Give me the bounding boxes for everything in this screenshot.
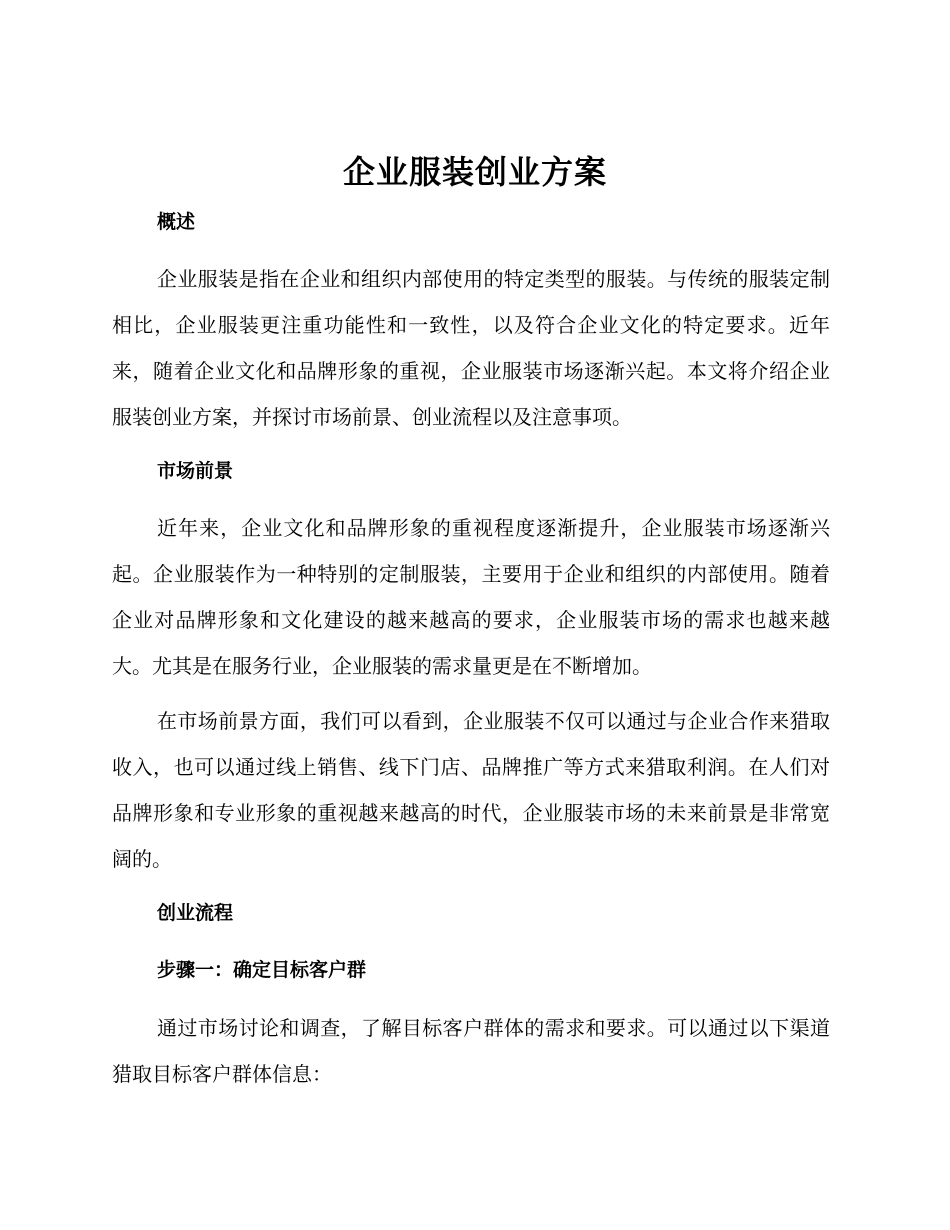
step-heading-1: 步骤一：确定目标客户群 (157, 959, 367, 981)
paragraph-market-1: 近年来，企业文化和品牌形象的重视程度逐渐提升，企业服装市场逐渐兴起。企业服装作为一种特别的定制服装，主要用于企业和组织的内部使用。随着企业对品牌形象和文化建设的越来越高的要求，企业服装市场的需求也越来越大。尤其是在服务行业，企业服装的需求量更是在不断增加。 (112, 516, 830, 678)
section-heading-overview: 概述 (157, 211, 196, 233)
section-heading-market: 市场前景 (157, 460, 234, 482)
document-title: 企业服装创业方案 (342, 153, 607, 191)
paragraph-market-2: 在市场前景方面，我们可以看到，企业服装不仅可以通过与企业合作来猎取收入，也可以通过线上销售、线下门店、品牌推广等方式来猎取利润。在人们对品牌形象和专业形象的重视越来越高的时代，企业服装市场的未来前景是非常宽阔的。 (112, 709, 830, 871)
section-heading-process: 创业流程 (157, 902, 234, 924)
paragraph-overview: 企业服装是指在企业和组织内部使用的特定类型的服装。与传统的服装定制相比，企业服装更注重功能性和一致性，以及符合企业文化的特定要求。近年来，随着企业文化和品牌形象的重视，企业服装市场逐渐兴起。本文将介绍企业服装创业方案，并探讨市场前景、创业流程以及注意事项。 (112, 267, 830, 429)
paragraph-step-1: 通过市场讨论和调查，了解目标客户群体的需求和要求。可以通过以下渠道猎取目标客户群体信息： (112, 1016, 830, 1086)
